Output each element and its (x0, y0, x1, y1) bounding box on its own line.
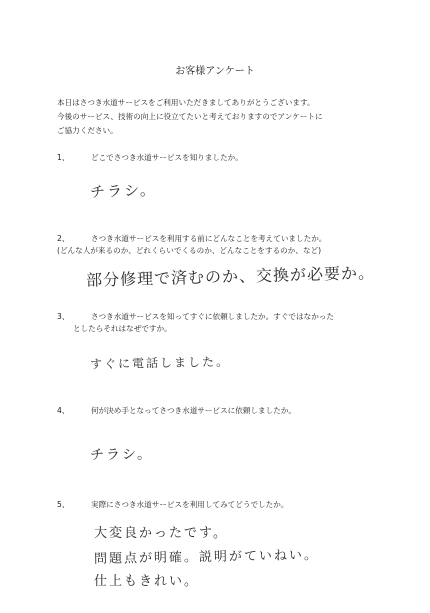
question-text: 実際にさつき水道サービスを利用してみてどうでしたか。 (91, 500, 289, 509)
question-note: (どんな人が来るのか、どれくらいでくるのか、どんなことをするのか、など) (57, 246, 322, 255)
question-number: 3、 (57, 312, 70, 321)
answer-1-handwriting: チラシ。 (89, 180, 158, 202)
intro-line: 今後のサービス、技術の向上に役立てたいと考えておりますのでアンケートに (57, 112, 323, 121)
answer-line: 仕上もきれい。 (94, 574, 200, 589)
question-2 (57, 233, 326, 257)
question-1 (57, 152, 243, 164)
intro-line: ご協力ください。 (57, 126, 118, 135)
intro-text (57, 96, 387, 138)
question-text: さつき水道サービスを利用する前にどんなことを考えていましたか。 (91, 234, 327, 243)
answer-line: 問題点が明確。説明がていねい。 (93, 548, 320, 567)
question-5 (57, 499, 288, 511)
answer-2-handwriting: 部分修理で済むのか、交換が必要か。 (85, 263, 376, 290)
question-text: どこでさつき水道サービスを知りましたか。 (91, 153, 243, 162)
question-text-continued: としたらそれはなぜですか。 (73, 324, 172, 333)
question-text: 何が決め手となってさつき水道サービスに依頼しましたか。 (91, 406, 297, 415)
question-number: 4、 (57, 406, 70, 415)
question-number: 1、 (57, 153, 70, 162)
answer-3-handwriting: すぐに電話しました。 (89, 354, 231, 372)
question-3 (57, 311, 334, 335)
question-number: 5、 (57, 500, 70, 509)
question-text: さつき水道サービスを知ってすぐに依頼しましたか。すぐではなかった (91, 312, 334, 321)
answer-5-handwriting (94, 522, 319, 594)
page-title: お客様アンケート (175, 66, 255, 77)
answer-4-handwriting: チラシ。 (89, 446, 154, 464)
answer-line: 大変良かったです。 (94, 526, 228, 541)
intro-line: 本日はさつき水道サービスをご利用いただきましてありがとうございます。 (57, 98, 315, 107)
question-number: 2、 (57, 234, 70, 243)
question-4 (57, 405, 296, 417)
